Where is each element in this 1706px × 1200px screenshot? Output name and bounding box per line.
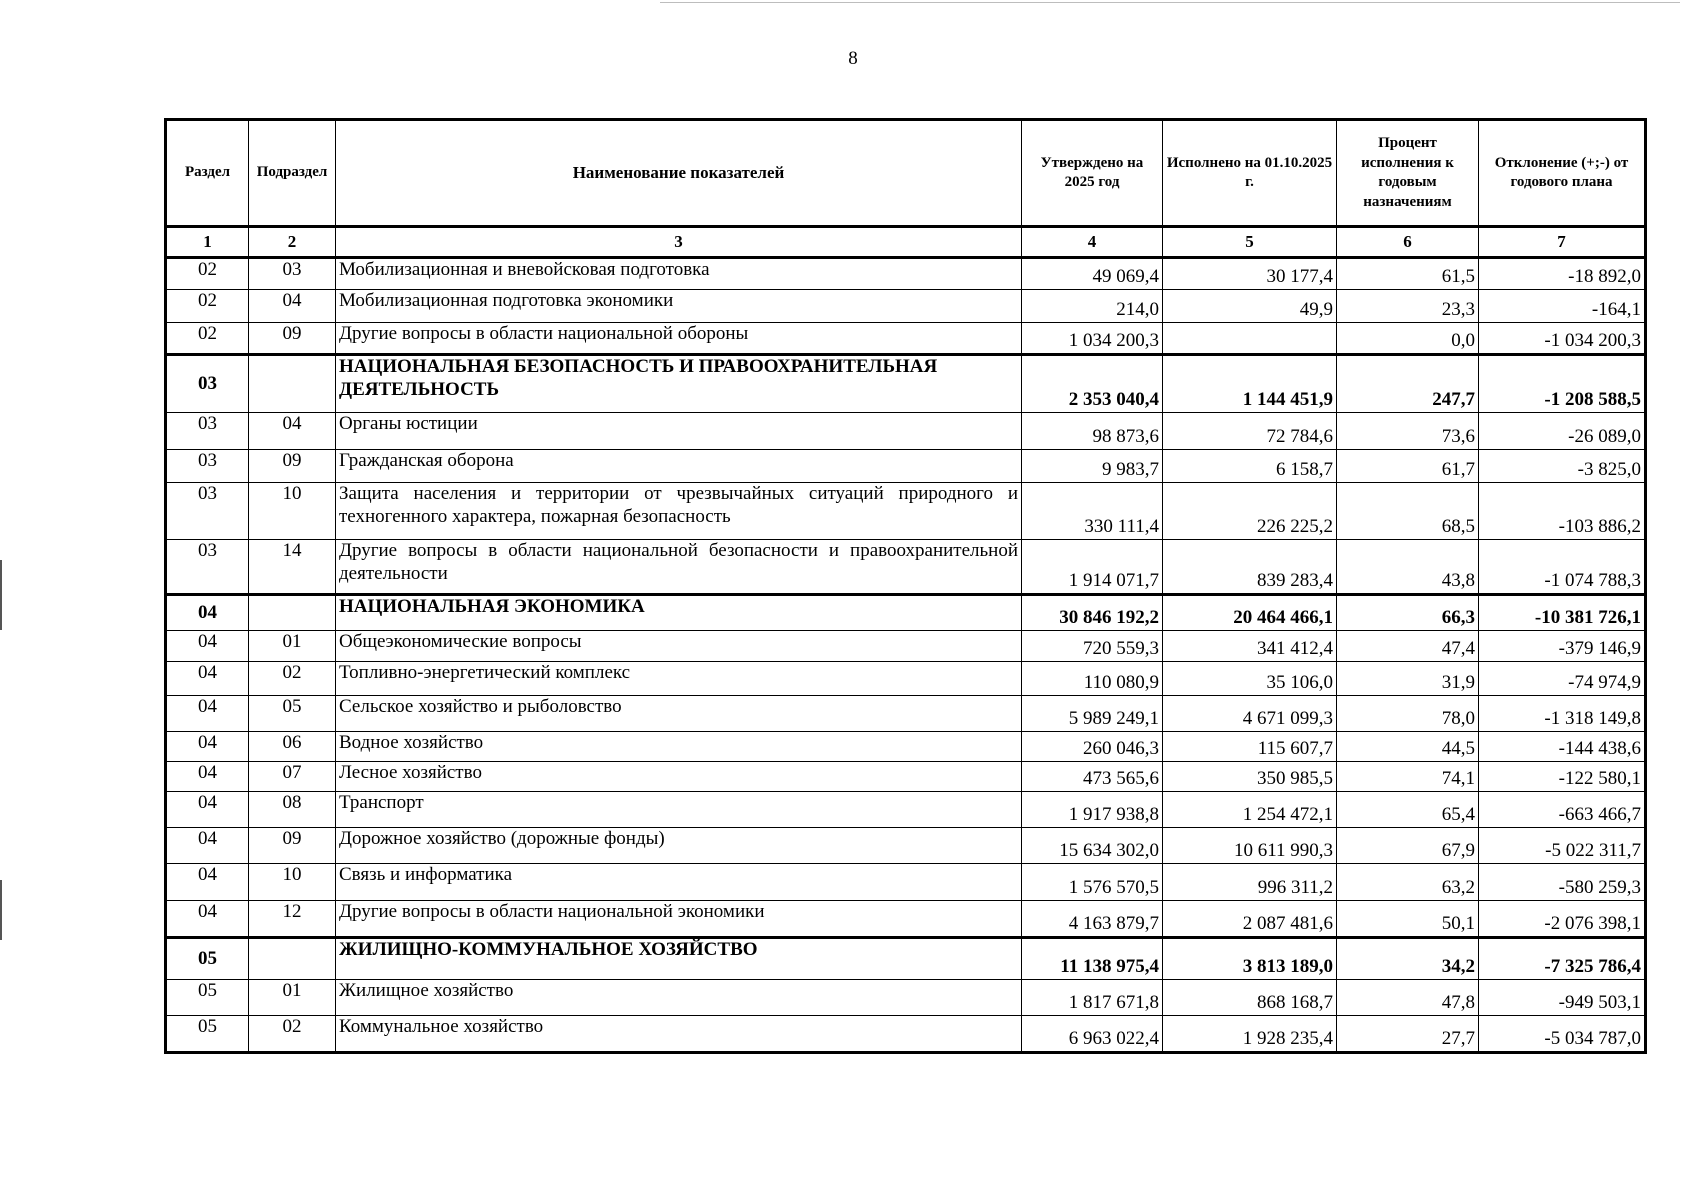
executed-cell: 2 087 481,6 (1163, 901, 1337, 938)
table-row (166, 258, 1646, 290)
table-row (166, 540, 1646, 595)
approved-cell: 720 559,3 (1022, 631, 1163, 662)
percent-cell: 34,2 (1337, 938, 1479, 980)
razdel-cell: 05 (166, 1016, 249, 1053)
deviation-cell: -10 381 726,1 (1479, 595, 1646, 631)
razdel-cell: 03 (166, 413, 249, 450)
razdel-cell: 04 (166, 662, 249, 696)
percent-cell: 0,0 (1337, 323, 1479, 355)
deviation-cell: -18 892,0 (1479, 258, 1646, 290)
table-row (166, 980, 1646, 1016)
podrazdel-cell: 10 (249, 864, 336, 901)
podrazdel-cell (249, 938, 336, 980)
deviation-cell: -1 034 200,3 (1479, 323, 1646, 355)
razdel-cell: 03 (166, 450, 249, 483)
deviation-cell: -122 580,1 (1479, 762, 1646, 792)
podrazdel-cell: 01 (249, 980, 336, 1016)
deviation-cell: -1 208 588,5 (1479, 355, 1646, 413)
column-number: 2 (249, 227, 336, 258)
executed-cell: 30 177,4 (1163, 258, 1337, 290)
podrazdel-cell: 08 (249, 792, 336, 828)
header-approved: Утверждено на 2025 год (1022, 120, 1163, 227)
section-title: НАЦИОНАЛЬНАЯ БЕЗОПАСНОСТЬ И ПРАВООХРАНИТЕЛЬНАЯ ДЕЯТЕЛЬНОСТЬ (336, 355, 1022, 413)
razdel-cell: 05 (166, 938, 249, 980)
razdel-cell: 04 (166, 864, 249, 901)
razdel-cell: 04 (166, 792, 249, 828)
executed-cell: 226 225,2 (1163, 483, 1337, 540)
table-row (166, 450, 1646, 483)
approved-cell: 260 046,3 (1022, 732, 1163, 762)
deviation-cell: -26 089,0 (1479, 413, 1646, 450)
approved-cell: 5 989 249,1 (1022, 696, 1163, 732)
name-cell: Гражданская оборона (336, 450, 1022, 483)
left-scan-mark (0, 880, 2, 940)
approved-cell: 1 914 071,7 (1022, 540, 1163, 595)
approved-cell: 4 163 879,7 (1022, 901, 1163, 938)
approved-cell: 110 080,9 (1022, 662, 1163, 696)
deviation-cell: -2 076 398,1 (1479, 901, 1646, 938)
table-row (166, 901, 1646, 938)
deviation-cell: -379 146,9 (1479, 631, 1646, 662)
top-scan-line (660, 2, 1680, 3)
approved-cell: 2 353 040,4 (1022, 355, 1163, 413)
header-name: Наименование показателей (336, 120, 1022, 227)
podrazdel-cell (249, 355, 336, 413)
approved-cell: 6 963 022,4 (1022, 1016, 1163, 1053)
table-row (166, 483, 1646, 540)
podrazdel-cell: 02 (249, 662, 336, 696)
deviation-cell: -164,1 (1479, 290, 1646, 323)
executed-cell: 341 412,4 (1163, 631, 1337, 662)
podrazdel-cell: 02 (249, 1016, 336, 1053)
deviation-cell: -1 074 788,3 (1479, 540, 1646, 595)
name-cell: Другие вопросы в области национальной обороны (336, 323, 1022, 355)
deviation-cell: -580 259,3 (1479, 864, 1646, 901)
percent-cell: 247,7 (1337, 355, 1479, 413)
approved-cell: 330 111,4 (1022, 483, 1163, 540)
name-cell: Топливно-энергетический комплекс (336, 662, 1022, 696)
percent-cell: 31,9 (1337, 662, 1479, 696)
column-number: 4 (1022, 227, 1163, 258)
left-scan-mark (0, 560, 2, 630)
percent-cell: 47,8 (1337, 980, 1479, 1016)
header-podrazdel: Подраздел (249, 120, 336, 227)
razdel-cell: 03 (166, 355, 249, 413)
razdel-cell: 02 (166, 290, 249, 323)
deviation-cell: -103 886,2 (1479, 483, 1646, 540)
percent-cell: 44,5 (1337, 732, 1479, 762)
section-row (166, 595, 1646, 631)
podrazdel-cell: 01 (249, 631, 336, 662)
podrazdel-cell: 05 (249, 696, 336, 732)
razdel-cell: 02 (166, 323, 249, 355)
approved-cell: 473 565,6 (1022, 762, 1163, 792)
column-number: 7 (1479, 227, 1646, 258)
podrazdel-cell: 14 (249, 540, 336, 595)
name-cell: Дорожное хозяйство (дорожные фонды) (336, 828, 1022, 864)
name-cell: Защита населения и территории от чрезвычайных ситуаций природного и техногенного характера, пожарная безопасность (336, 483, 1022, 540)
name-cell: Общеэкономические вопросы (336, 631, 1022, 662)
percent-cell: 23,3 (1337, 290, 1479, 323)
approved-cell: 15 634 302,0 (1022, 828, 1163, 864)
table-row (166, 792, 1646, 828)
executed-cell: 996 311,2 (1163, 864, 1337, 901)
executed-cell: 1 254 472,1 (1163, 792, 1337, 828)
section-row (166, 355, 1646, 413)
approved-cell: 9 983,7 (1022, 450, 1163, 483)
section-row (166, 938, 1646, 980)
deviation-cell: -3 825,0 (1479, 450, 1646, 483)
razdel-cell: 02 (166, 258, 249, 290)
approved-cell: 1 576 570,5 (1022, 864, 1163, 901)
section-title: ЖИЛИЩНО-КОММУНАЛЬНОЕ ХОЗЯЙСТВО (336, 938, 1022, 980)
razdel-cell: 04 (166, 696, 249, 732)
approved-cell: 98 873,6 (1022, 413, 1163, 450)
approved-cell: 11 138 975,4 (1022, 938, 1163, 980)
percent-cell: 61,7 (1337, 450, 1479, 483)
percent-cell: 63,2 (1337, 864, 1479, 901)
approved-cell: 30 846 192,2 (1022, 595, 1163, 631)
percent-cell: 68,5 (1337, 483, 1479, 540)
approved-cell: 1 034 200,3 (1022, 323, 1163, 355)
table-row (166, 762, 1646, 792)
executed-cell: 1 928 235,4 (1163, 1016, 1337, 1053)
razdel-cell: 04 (166, 595, 249, 631)
table-row (166, 1016, 1646, 1053)
executed-cell: 10 611 990,3 (1163, 828, 1337, 864)
podrazdel-cell: 09 (249, 828, 336, 864)
column-number: 3 (336, 227, 1022, 258)
podrazdel-cell: 09 (249, 450, 336, 483)
podrazdel-cell: 10 (249, 483, 336, 540)
table-row (166, 864, 1646, 901)
executed-cell: 350 985,5 (1163, 762, 1337, 792)
razdel-cell: 04 (166, 828, 249, 864)
podrazdel-cell: 12 (249, 901, 336, 938)
column-number-row (166, 227, 1646, 258)
podrazdel-cell: 07 (249, 762, 336, 792)
header-executed: Исполнено на 01.10.2025 г. (1163, 120, 1337, 227)
percent-cell: 78,0 (1337, 696, 1479, 732)
percent-cell: 66,3 (1337, 595, 1479, 631)
header-percent: Процент исполнения к годовым назначениям (1337, 120, 1479, 227)
deviation-cell: -7 325 786,4 (1479, 938, 1646, 980)
column-number: 5 (1163, 227, 1337, 258)
razdel-cell: 04 (166, 732, 249, 762)
executed-cell: 868 168,7 (1163, 980, 1337, 1016)
executed-cell: 6 158,7 (1163, 450, 1337, 483)
razdel-cell: 04 (166, 901, 249, 938)
razdel-cell: 05 (166, 980, 249, 1016)
table-row (166, 828, 1646, 864)
name-cell: Водное хозяйство (336, 732, 1022, 762)
percent-cell: 65,4 (1337, 792, 1479, 828)
budget-execution-table (164, 118, 1647, 1054)
executed-cell: 115 607,7 (1163, 732, 1337, 762)
executed-cell: 49,9 (1163, 290, 1337, 323)
table-row (166, 696, 1646, 732)
deviation-cell: -5 022 311,7 (1479, 828, 1646, 864)
executed-cell (1163, 323, 1337, 355)
executed-cell: 20 464 466,1 (1163, 595, 1337, 631)
name-cell: Мобилизационная подготовка экономики (336, 290, 1022, 323)
table-row (166, 413, 1646, 450)
name-cell: Сельское хозяйство и рыболовство (336, 696, 1022, 732)
page-number: 8 (848, 48, 858, 69)
name-cell: Другие вопросы в области национальной безопасности и правоохранительной деятельности (336, 540, 1022, 595)
deviation-cell: -144 438,6 (1479, 732, 1646, 762)
header-row (166, 120, 1646, 227)
deviation-cell: -5 034 787,0 (1479, 1016, 1646, 1053)
podrazdel-cell (249, 595, 336, 631)
razdel-cell: 04 (166, 762, 249, 792)
approved-cell: 1 817 671,8 (1022, 980, 1163, 1016)
name-cell: Транспорт (336, 792, 1022, 828)
percent-cell: 67,9 (1337, 828, 1479, 864)
percent-cell: 73,6 (1337, 413, 1479, 450)
column-number: 6 (1337, 227, 1479, 258)
razdel-cell: 03 (166, 483, 249, 540)
name-cell: Органы юстиции (336, 413, 1022, 450)
approved-cell: 1 917 938,8 (1022, 792, 1163, 828)
percent-cell: 43,8 (1337, 540, 1479, 595)
approved-cell: 214,0 (1022, 290, 1163, 323)
executed-cell: 839 283,4 (1163, 540, 1337, 595)
name-cell: Другие вопросы в области национальной экономики (336, 901, 1022, 938)
deviation-cell: -74 974,9 (1479, 662, 1646, 696)
name-cell: Лесное хозяйство (336, 762, 1022, 792)
name-cell: Связь и информатика (336, 864, 1022, 901)
percent-cell: 50,1 (1337, 901, 1479, 938)
table-row (166, 662, 1646, 696)
razdel-cell: 03 (166, 540, 249, 595)
column-number: 1 (166, 227, 249, 258)
deviation-cell: -663 466,7 (1479, 792, 1646, 828)
name-cell: Жилищное хозяйство (336, 980, 1022, 1016)
executed-cell: 1 144 451,9 (1163, 355, 1337, 413)
percent-cell: 47,4 (1337, 631, 1479, 662)
percent-cell: 74,1 (1337, 762, 1479, 792)
executed-cell: 72 784,6 (1163, 413, 1337, 450)
table-row (166, 323, 1646, 355)
deviation-cell: -1 318 149,8 (1479, 696, 1646, 732)
percent-cell: 27,7 (1337, 1016, 1479, 1053)
approved-cell: 49 069,4 (1022, 258, 1163, 290)
table-row (166, 290, 1646, 323)
podrazdel-cell: 04 (249, 413, 336, 450)
table-row (166, 631, 1646, 662)
podrazdel-cell: 06 (249, 732, 336, 762)
header-deviation: Отклонение (+;-) от годового плана (1479, 120, 1646, 227)
deviation-cell: -949 503,1 (1479, 980, 1646, 1016)
section-title: НАЦИОНАЛЬНАЯ ЭКОНОМИКА (336, 595, 1022, 631)
podrazdel-cell: 04 (249, 290, 336, 323)
razdel-cell: 04 (166, 631, 249, 662)
podrazdel-cell: 03 (249, 258, 336, 290)
header-razdel: Раздел (166, 120, 249, 227)
executed-cell: 4 671 099,3 (1163, 696, 1337, 732)
executed-cell: 3 813 189,0 (1163, 938, 1337, 980)
executed-cell: 35 106,0 (1163, 662, 1337, 696)
name-cell: Коммунальное хозяйство (336, 1016, 1022, 1053)
percent-cell: 61,5 (1337, 258, 1479, 290)
name-cell: Мобилизационная и вневойсковая подготовка (336, 258, 1022, 290)
podrazdel-cell: 09 (249, 323, 336, 355)
table-row (166, 732, 1646, 762)
